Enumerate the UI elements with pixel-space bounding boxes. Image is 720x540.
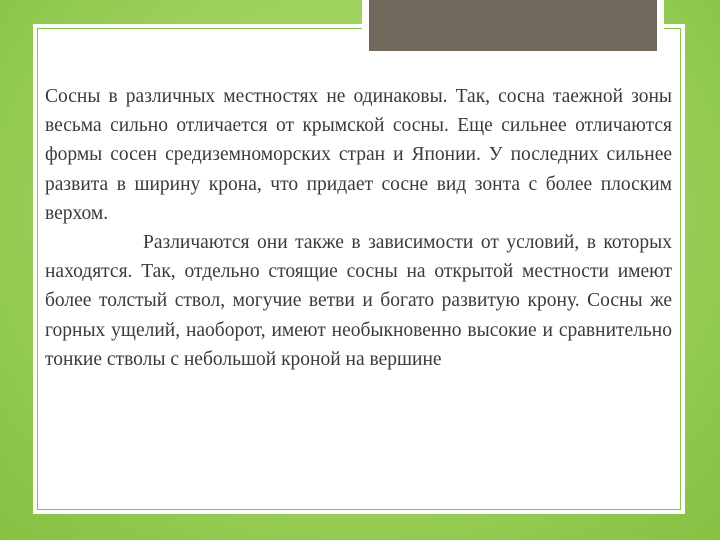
- paragraph-1: Сосны в различных местностях не одинаковы. Так, сосна таежной зоны весьма сильно отличается от крымской сосны. Еще сильнее отличаются формы сосен средиземноморских стран и Японии. У последних сильнее развита в ширину крона, что придает сосне вид зонта с более плоским верхом.: [45, 86, 672, 224]
- title-placeholder-block: [362, 0, 664, 58]
- title-placeholder-fill: [369, 0, 657, 51]
- slide-body-text: [45, 82, 672, 374]
- paragraph-2: Различаются они также в зависимости от условий, в которых находятся. Так, отдельно стоящие сосны на открытой местности имеют более толстый ствол, могучие ветви и богато развитую крону. Сосны же горных ущелий, наоборот, имеют необыкновенно высокие и сравнительно тонкие стволы с небольшой кроной на вершине: [45, 232, 672, 370]
